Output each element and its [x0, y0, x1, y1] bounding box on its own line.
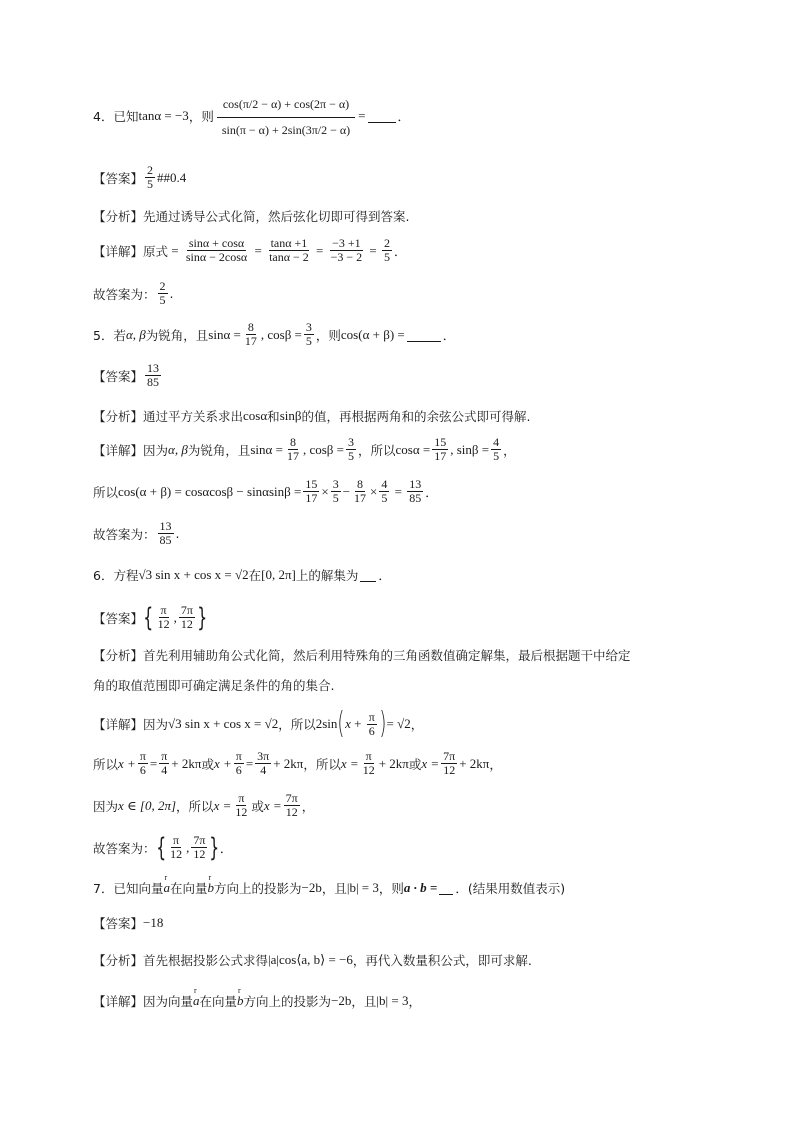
q6-analysis-line2: 角的取值范围即可确定满足条件的角的集合. — [93, 678, 335, 693]
q4-end: ． — [397, 108, 411, 124]
q6-l3-f2: $\frac{7\pi}{12}$ — [285, 791, 298, 819]
q4-detail-prefix: 原式 — [143, 243, 169, 259]
q4-answer — [93, 164, 186, 191]
q6-l3-f1: $\frac{\pi}{12}$ — [235, 791, 248, 819]
q4-analysis-label: 【分析】 — [93, 209, 144, 224]
q5-detail-cosa-frac: $\frac{15}{17}$ — [434, 435, 447, 463]
q5-detail-sin-frac: $\frac{8}{17}$ — [286, 435, 299, 463]
q7-answer: 【答案】 −18 — [93, 915, 164, 931]
q5-detail-label: 【详解】 — [93, 442, 144, 458]
q6-answer-f2: $\frac{7\pi}{12}$ — [180, 603, 193, 631]
q6-analysis: 【分析】 首先利用辅助角公式化简，然后利用特殊角的三角函数值确定解集，最后根据题干中给定 — [93, 648, 631, 663]
q5-cos-b: , cosβ = — [260, 326, 302, 342]
q4-final-label: 故答案为： — [93, 286, 156, 302]
q5-blank — [407, 328, 441, 342]
q4-detail-f4: $\frac{2}{5}$ — [384, 236, 391, 264]
q7-detail: 【详解】 因为向量 r a 在向量 r b 方向上的投影为 −2b ，且 |b| = 3 ， — [93, 992, 421, 1010]
q4-detail-label: 【详解】 — [93, 243, 144, 259]
q5-sin-frac: $\frac{8}{17}$ — [244, 320, 257, 348]
q6-l2-f2: $\frac{\pi}{4}$ — [161, 749, 168, 777]
q7-blank — [439, 881, 453, 895]
q5-cos-frac: $\frac{3}{5}$ — [305, 320, 312, 348]
q4-final: 故答案为： $\frac{2}{5}$ . — [93, 279, 174, 307]
q4-stem — [93, 94, 410, 137]
q4-answer-label: 【答案】 — [93, 170, 144, 186]
q4-num: 4．已知 — [93, 108, 139, 124]
q6-l2-f6: $\frac{7\pi}{12}$ — [443, 749, 456, 777]
q4-answer-alt: ##0.4 — [157, 169, 187, 185]
q5-detail-cos-frac: $\frac{3}{5}$ — [347, 435, 354, 463]
q4-detail-f1: $\frac{\sin\alpha + \cos\alpha}{\sin\alpha - 2\cos\alpha}$ — [185, 236, 248, 264]
q4-final-frac: $\frac{2}{5}$ — [159, 279, 166, 307]
q5-final: 故答案为： $\frac{13}{85}$ . — [93, 519, 180, 547]
q5-analysis: 【分析】 通过平方关系求出 cosα 和 sinβ 的值，再根据两角和的余弦公式即可得解. — [93, 408, 531, 424]
q5-l2-f3: $\frac{8}{17}$ — [354, 477, 367, 505]
q7-analysis: 【分析】 首先根据投影公式求得 |a|cos⟨a, b⟩ = −6 ，再代入数量积公式，即可求解. — [93, 952, 532, 968]
q6-detail: 【详解】 因为 √3 sin x + cos x = √2 ，所以 2sin ( x + $\frac{\pi}{6}$ ) = √2 ， — [93, 706, 424, 741]
q5-detail-sinb-frac: $\frac{4}{5}$ — [493, 435, 500, 463]
q6-answer-f1: $\frac{\pi}{12}$ — [157, 603, 170, 631]
q4-detail: 【详解】 原式 = $\frac{\sin\alpha + \cos\alpha}{\sin\alpha - 2\cos\alpha}$ = $\frac{\tan\alpha +1}{\tan\alpha - 2}$ = $\frac{-3 +1}{-3 - 2}$ = $\frac{2}{5}$ ． — [93, 236, 407, 264]
q5-answer-frac: $\frac{13}{85}$ — [147, 361, 160, 389]
q4-expr-den: sin(π − α) + 2sin(3π/2 − α) — [221, 123, 351, 137]
q6-detail-f1: $\frac{\pi}{6}$ — [368, 709, 375, 738]
q7-stem: 7．已知向量 r a 在向量 r b 方向上的投影为 −2b ，且 |b| = 3 ，则 a · b = ．(结果用数值表示) — [93, 879, 565, 897]
q4-analysis-text: 先通过诱导公式化简，然后弦化切即可得到答案. — [143, 209, 410, 224]
q5-answer-label: 【答案】 — [93, 368, 144, 384]
q6-detail-line2: 所以 x + $\frac{\pi}{6}$ = $\frac{\pi}{4}$ + 2kπ 或 x + $\frac{\pi}{6}$ = $\frac{3\pi}{4}$ + 2kπ ，所以 x = $\frac{\pi}{12}$ + 2kπ 或 x = $\frac{7\pi}{12}$ + 2kπ ， — [93, 749, 502, 777]
q4-cond: tanα = −3 — [138, 107, 189, 123]
q5-detail: 【详解】 因为 α, β 为锐角，且 sinα = $\frac{8}{17}$ , cosβ = $\frac{3}{5}$ ，所以 cosα = $\frac{15}{17}$ , sinβ = $\frac{4}{5}$ ， — [93, 435, 516, 463]
q5-analysis-label: 【分析】 — [93, 409, 144, 424]
q4-detail-f2: $\frac{\tan\alpha +1}{\tan\alpha - 2}$ — [269, 236, 309, 264]
q6-blank — [360, 568, 376, 582]
q5-l2-f1: $\frac{15}{17}$ — [305, 477, 318, 505]
q5-ab: α, β — [125, 326, 146, 342]
q4-analysis — [93, 207, 410, 225]
q6-stem: 6．方程 √3 sin x + cos x = √2 在 [0, 2π] 上的解集为 ． — [93, 567, 391, 583]
q5-l2-f2: $\frac{3}{5}$ — [332, 477, 339, 505]
q6-final-f1: $\frac{\pi}{12}$ — [170, 833, 183, 861]
q6-l2-f4: $\frac{3\pi}{4}$ — [257, 749, 270, 777]
q6-final-f2: $\frac{7\pi}{12}$ — [193, 833, 206, 861]
q5-final-frac: $\frac{13}{85}$ — [159, 519, 172, 547]
q4-expr-num: cos(π/2 − α) + cos(2π − α) — [217, 94, 355, 118]
q6-detail-line3: 因为 x ∈ [0, 2π] ，所以 x = $\frac{\pi}{12}$ 或 x = $\frac{7\pi}{12}$ ， — [93, 791, 315, 819]
q5-stem-c: ，则 — [315, 327, 341, 343]
q5-stem-b: 为锐角，且 — [145, 327, 209, 343]
q4-eq: = — [358, 107, 366, 123]
q4-answer-frac: $\frac{2}{5}$ — [147, 163, 154, 191]
q5-l2-f4: $\frac{4}{5}$ — [381, 477, 388, 505]
q5-stem: 5．若 α, β 为锐角，且 sinα = $\frac{8}{17}$ , cosβ = $\frac{3}{5}$ ，则 cos(α + β) = ． — [93, 320, 456, 348]
q6-l2-f3: $\frac{\pi}{6}$ — [235, 749, 242, 777]
q4-expression — [216, 94, 356, 137]
q5-target: cos(α + β) = — [340, 326, 405, 342]
q5-sin-a: sinα = — [208, 326, 241, 342]
q4-blank — [368, 109, 396, 123]
q5-stem-a: 5．若 — [93, 327, 126, 343]
q6-l2-f1: $\frac{\pi}{6}$ — [139, 749, 146, 777]
q6-answer: 【答案】 { $\frac{\pi}{12}$ , $\frac{7\pi}{12}$ } — [93, 602, 208, 633]
q5-detail-line2: 所以 cos(α + β) = cosαcosβ − sinαsinβ = $\frac{15}{17}$ × $\frac{3}{5}$ − $\frac{8}{17}$ × $\frac{4}{5}$ = $\frac{13}{85}$ ． — [93, 477, 438, 505]
q6-final: 故答案为： { $\frac{\pi}{12}$ , $\frac{7\pi}{12}$ } ． — [93, 832, 233, 863]
q6-l2-f5: $\frac{\pi}{12}$ — [362, 749, 375, 777]
q5-l2-result: $\frac{13}{85}$ — [409, 477, 422, 505]
q5-answer — [93, 362, 163, 389]
q4-then: ，则 — [188, 108, 214, 124]
q4-detail-f3: $\frac{-3 +1}{-3 - 2}$ — [330, 236, 363, 264]
